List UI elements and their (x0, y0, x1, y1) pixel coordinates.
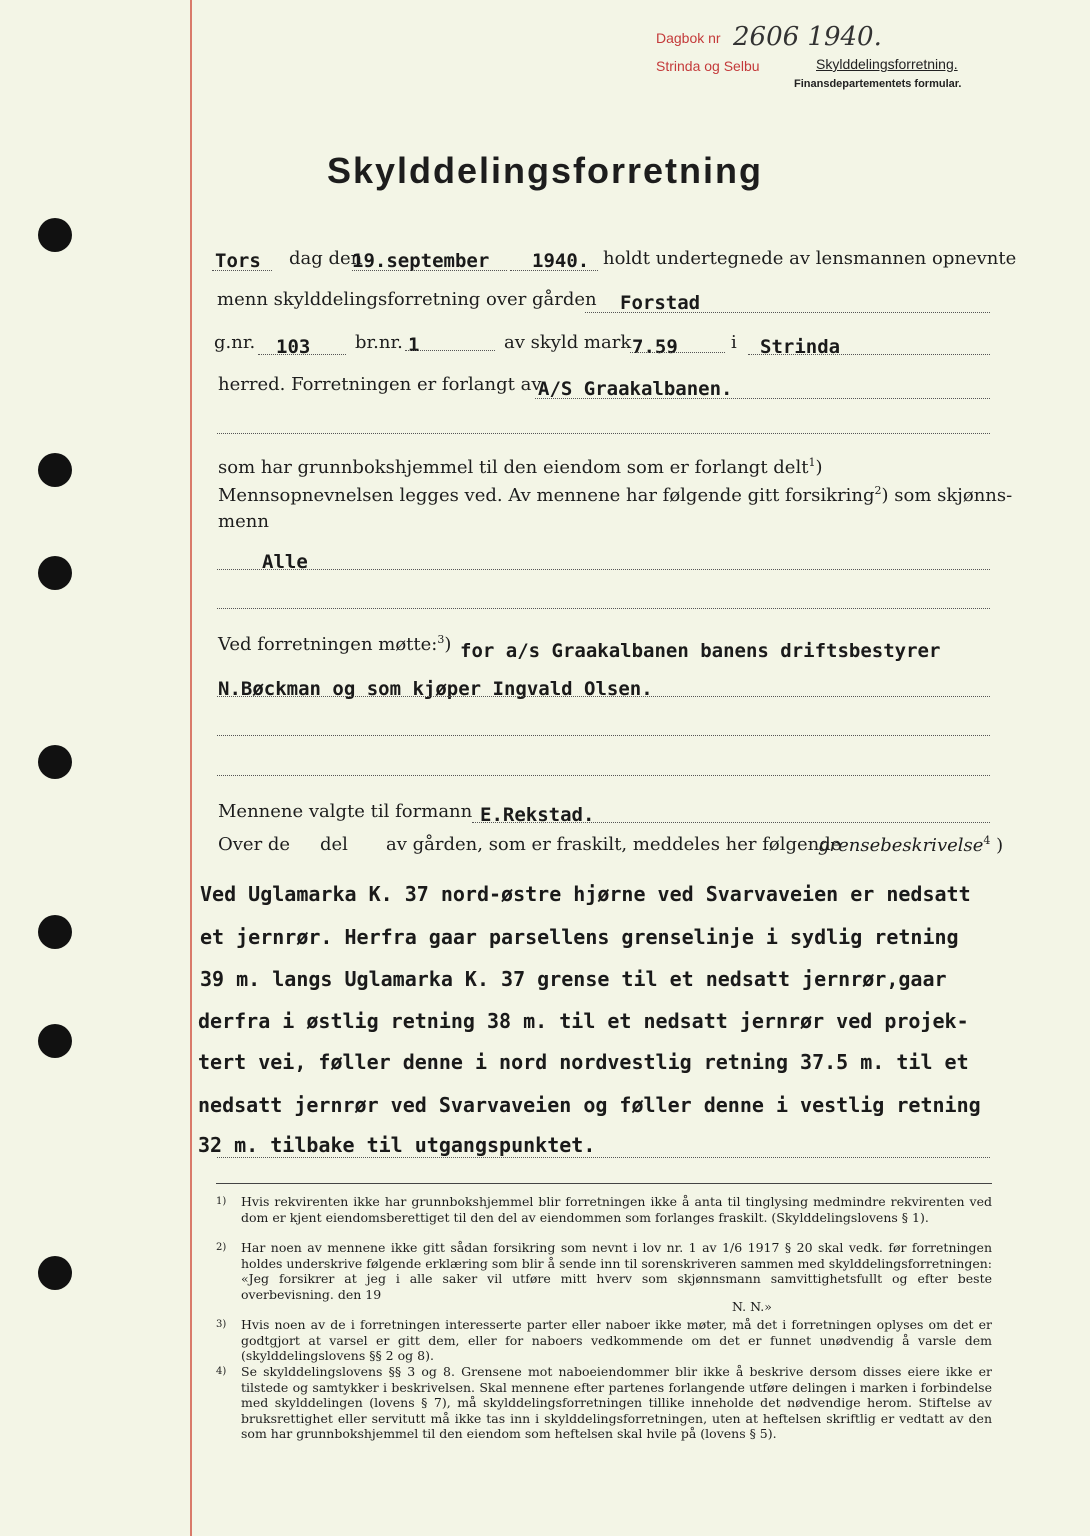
label-gnr: g.nr. (214, 332, 256, 353)
register-number: 2606 1940. (733, 22, 882, 52)
label-attended: Ved forretningen møtte:$^3$) (218, 633, 452, 655)
court-stamp: Strinda og Selbu (656, 58, 760, 74)
text-menn: menn (218, 511, 269, 532)
chairman-name: E.Rekstad. (480, 804, 595, 826)
requester: A/S Graakalbanen. (538, 378, 733, 400)
punch-hole (38, 745, 72, 779)
register-stamp: Dagbok nr (656, 30, 721, 46)
label-i: i (731, 332, 737, 353)
footnote-rule (216, 1183, 992, 1184)
attended-line-1: for a/s Graakalbanen banens driftsbestyrer (460, 640, 941, 662)
label-av-garden: av gården, som er fraskilt, meddeles her følgende (386, 834, 842, 855)
border-line-6: nedsatt jernrør ved Svarvaveien og føller denne i vestlig retning (198, 1093, 981, 1117)
assurance-value: Alle (262, 551, 308, 573)
label-grense: grensebeskrivelse$^4$ ) (818, 834, 1004, 856)
punch-hole (38, 218, 72, 252)
label-chairman: Mennene valgte til formann (218, 801, 473, 822)
margin-rule (190, 0, 192, 1536)
gnr-value: 103 (276, 336, 311, 358)
punch-hole (38, 1024, 72, 1058)
date: 19.september (352, 250, 490, 272)
footnote-signature: N. N.» (732, 1299, 772, 1314)
border-line-4: derfra i østlig retning 38 m. til et nedsatt jernrør ved projek- (198, 1009, 969, 1033)
label-over-de: Over de (218, 834, 291, 855)
footnote: 1) Hvis rekvirenten ikke har grunnbokshjemmel blir forretningen ikke å anta til tinglysing medmindre rekvirenten ved dom er kjent eiendomsberettiget til den del av eiendommen som forlanges fraskilt. (Skylddelingslovens § 1). (216, 1194, 992, 1225)
form-issuer: Finansdepartementets formular. (794, 78, 962, 90)
page-title: Skylddelingsforretning (326, 150, 764, 191)
weekday: Tors (215, 250, 261, 272)
punch-hole (38, 556, 72, 590)
border-line-3: 39 m. langs Uglamarka K. 37 grense til et nedsatt jernrør,gaar (200, 967, 947, 991)
punch-hole (38, 1256, 72, 1290)
form-type-stamp: Skylddelingsforretning. (816, 56, 958, 72)
border-line-5: tert vei, føller denne i nord nordvestlig retning 37.5 m. til et (198, 1050, 969, 1074)
label-del: del (320, 834, 348, 855)
year: 1940. (532, 250, 590, 272)
footnote: 3) Hvis noen av de i forretningen interesserte parter eller naboer ikke møter, må det i forretningen oplyses om det er godtgjort at varsel er gitt dem, eller for naboers vedkommende om det er funnet unødvendig å varsle dem (skylddelingslovens §§ 2 og 8). (216, 1317, 992, 1363)
label-brnr: br.nr. (355, 332, 403, 353)
border-line-7: 32 m. tilbake til utgangspunktet. (198, 1133, 596, 1157)
municipality: Strinda (760, 336, 841, 358)
label-dag-den: dag den (289, 248, 363, 269)
border-line-2: et jernrør. Herfra gaar parsellens grenselinje i sydlig retning (200, 925, 959, 949)
text-grunnbok: som har grunnbokshjemmel til den eiendom som er forlangt delt$^1$) (218, 456, 823, 478)
border-line-1: Ved Uglamarka K. 37 nord-østre hjørne ved Svarvaveien er nedsatt (200, 882, 971, 906)
farm-name: Forstad (620, 292, 701, 314)
label-requested: herred. Forretningen er forlangt av (218, 374, 542, 395)
label-farm: menn skylddelingsforretning over gården (217, 289, 597, 310)
footnote: 4) Se skylddelingslovens §§ 3 og 8. Grensene mot naboeiendommer blir ikke å beskrive dersom disses eiere ikke er tilstede og samtykker i beskrivelsen. Skal mennene efter partenes forlangende utføre delingen i marken i forbindelse med skylddelingen (lovens § 7), må skylddelingsforretningen tillike inneholde det nødvendige herom. Stiftelse av bruksrettighet eller servitutt må ikke tas inn i skylddelingsforretningen, uten at heftelsen skriftlig er vedtatt av den som har grunnbokshjemmel til den eiendom som heftelsen skal hvile på (lovens § 5). (216, 1364, 992, 1441)
attended-line-2: N.Bøckman og som kjøper Ingvald Olsen. (218, 678, 653, 700)
skyld-value: 7.59 (632, 336, 678, 358)
text-mennsop: Mennsopnevnelsen legges ved. Av mennene har følgende gitt forsikring$^2$) som skjønns- (218, 484, 1013, 506)
label-held: holdt undertegnede av lensmannen opnevnte (603, 248, 1017, 269)
brnr-value: 1 (408, 334, 420, 356)
footnote: 2) Har noen av mennene ikke gitt sådan forsikring som nevnt i lov nr. 1 av 1/6 1917 § 20 skal vedk. før forretningen holdes underskrive følgende erklæring som blir å sende inn til sorenskriveren sammen med skylddelingsforretningen: «Jeg forsikrer at jeg i alle saker vil utføre mitt hverv som skjønnsmann samvittighetsfullt og efter beste overbevisning. den 19 (216, 1240, 992, 1302)
punch-hole (38, 915, 72, 949)
punch-hole (38, 453, 72, 487)
label-skyld: av skyld mark (504, 332, 632, 353)
